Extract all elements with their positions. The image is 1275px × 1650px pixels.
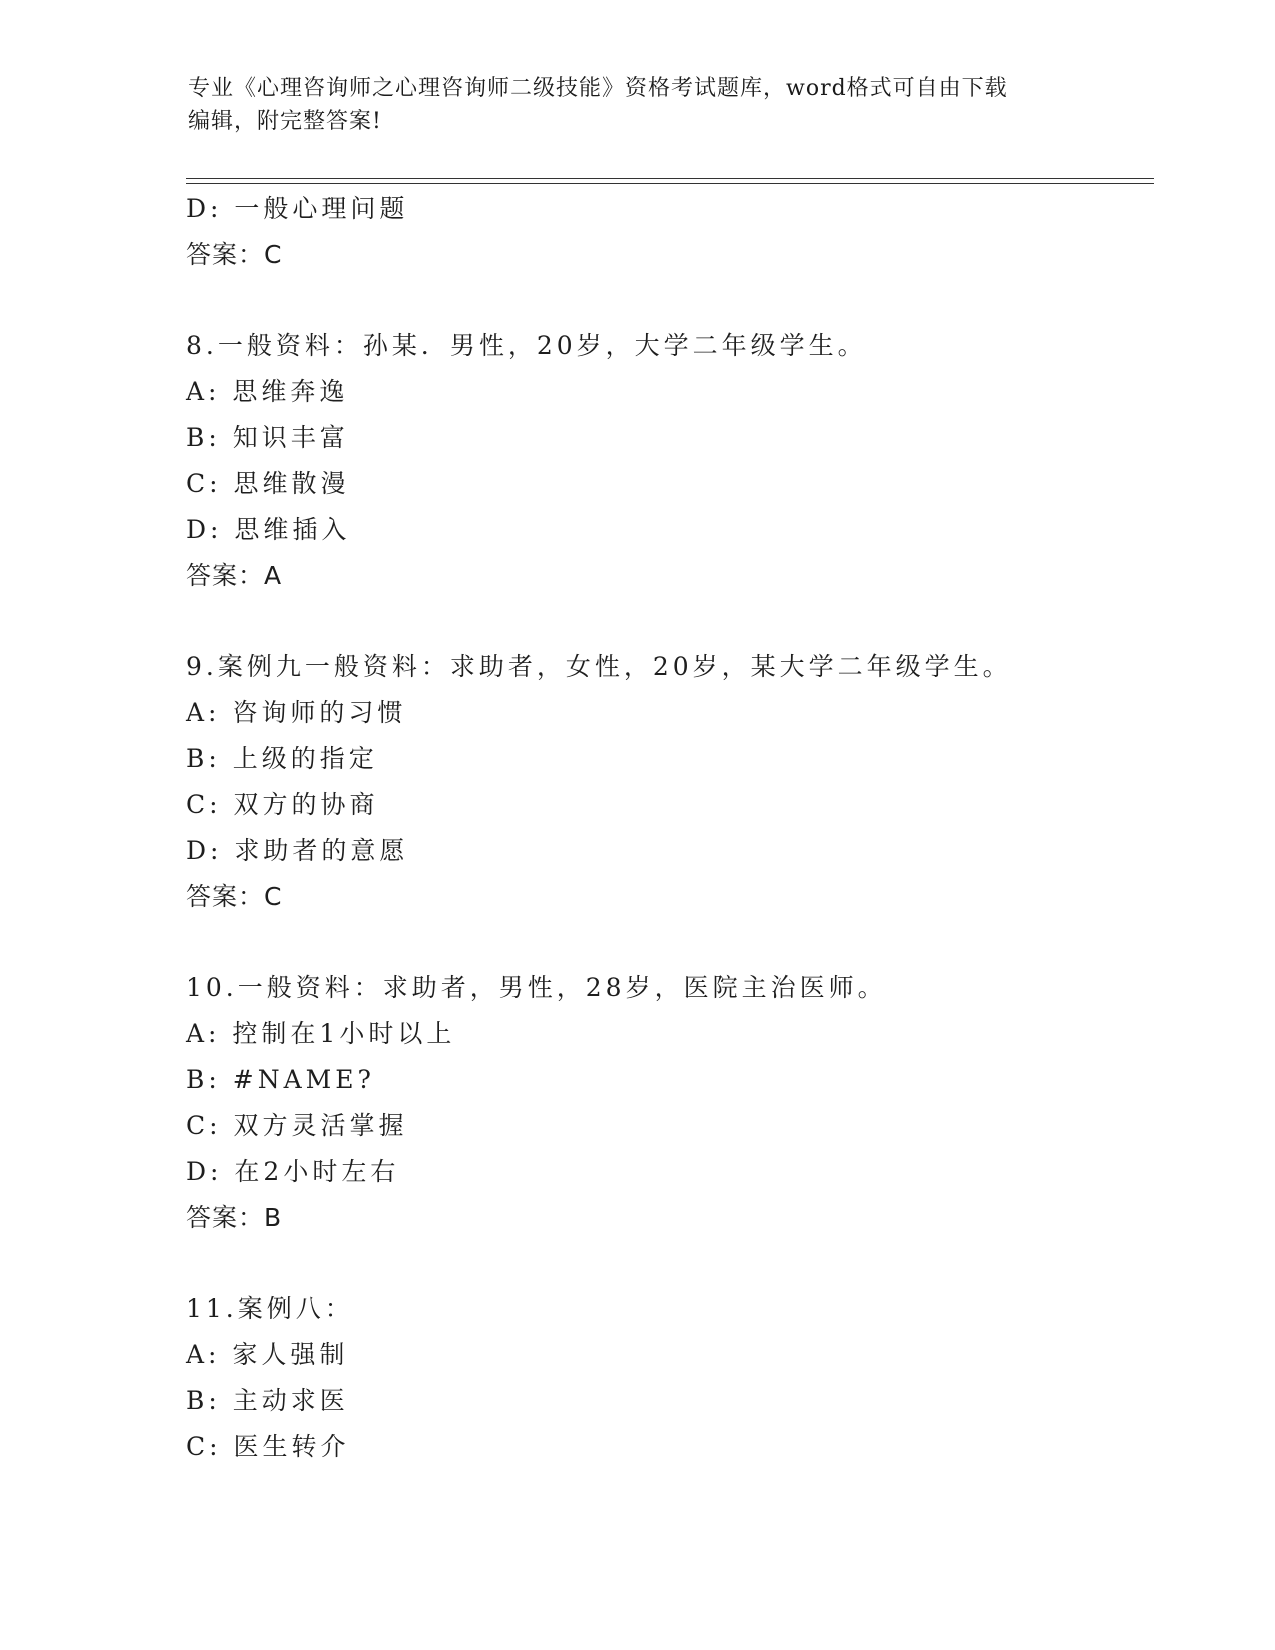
option-a: A: 思维奔逸 <box>186 377 349 406</box>
option-b: B: 知识丰富 <box>186 423 349 452</box>
option-b: B: #NAME? <box>186 1065 375 1094</box>
option-d: D: 求助者的意愿 <box>186 836 409 865</box>
question-10 <box>186 965 1146 1241</box>
header-line-2: 编辑，附完整答案! <box>188 109 382 134</box>
option-a: A: 咨询师的习惯 <box>186 698 407 727</box>
option-a: A: 家人强制 <box>186 1340 349 1369</box>
answer-label: 答案：C <box>186 240 283 269</box>
answer-label: 答案：C <box>186 882 283 911</box>
header-divider-top <box>186 178 1154 179</box>
option-d: D: 在2小时左右 <box>186 1157 400 1186</box>
question-stem: 10.一般资料：求助者，男性，28岁，医院主治医师。 <box>186 973 887 1002</box>
document-header <box>188 72 1068 138</box>
question-7-continued <box>186 186 1146 278</box>
question-9 <box>186 644 1146 920</box>
option-d: D: 一般心理问题 <box>186 194 409 223</box>
option-c: C: 思维散漫 <box>186 469 350 498</box>
option-b: B: 主动求医 <box>186 1386 349 1415</box>
answer-label: 答案：A <box>186 561 283 590</box>
option-a: A: 控制在1小时以上 <box>186 1019 456 1048</box>
option-c: C: 医生转介 <box>186 1432 350 1461</box>
question-stem: 11.案例八： <box>186 1294 354 1323</box>
option-c: C: 双方灵活掌握 <box>186 1111 408 1140</box>
option-b: B: 上级的指定 <box>186 744 378 773</box>
question-8 <box>186 323 1146 599</box>
option-c: C: 双方的协商 <box>186 790 379 819</box>
question-stem: 8.一般资料：孙某．男性，20岁，大学二年级学生。 <box>186 331 867 360</box>
option-d: D: 思维插入 <box>186 515 351 544</box>
header-line-1: 专业《心理咨询师之心理咨询师二级技能》资格考试题库，word格式可自由下载 <box>188 76 1008 101</box>
answer-label: 答案：B <box>186 1203 283 1232</box>
question-list <box>186 186 1146 1470</box>
header-divider-bottom <box>186 183 1154 184</box>
question-stem: 9.案例九一般资料：求助者，女性，20岁，某大学二年级学生。 <box>186 652 1012 681</box>
question-11 <box>186 1286 1146 1470</box>
